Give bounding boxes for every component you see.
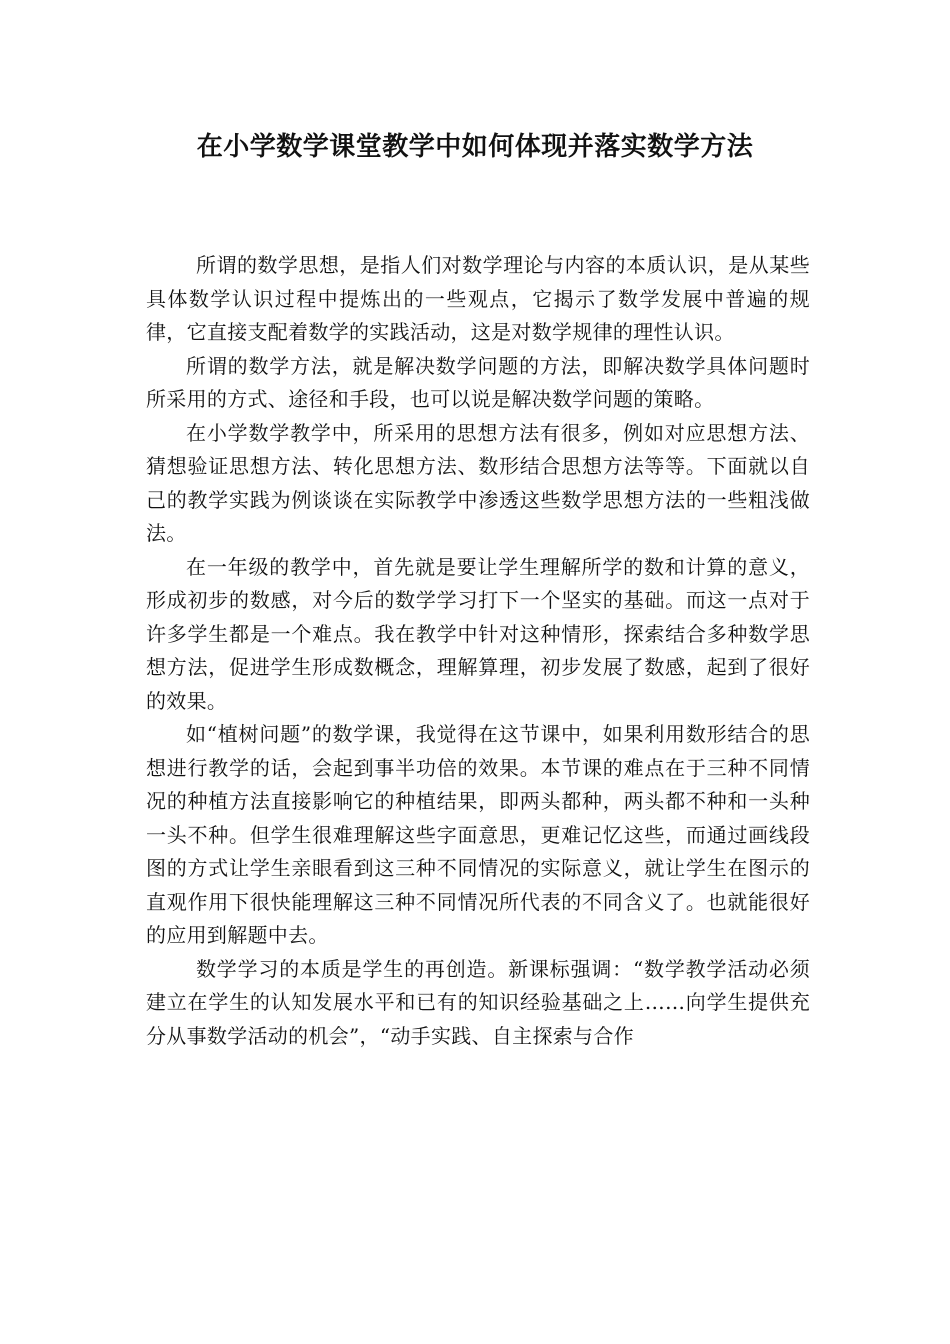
paragraph-thinking-methods-overview: 在小学数学教学中，所采用的思想方法有很多，例如对应思想方法、猜想验证思想方法、转化思想方法、数形结合思想方法等等。下面就以自己的教学实践为例谈谈在实际教学中渗透这些数学思想方法的一些粗浅做法。 [146,420,810,545]
paragraph-first-grade-teaching: 在一年级的教学中，首先就是要让学生理解所学的数和计算的意义，形成初步的数感，对今后的数学学习打下一个坚实的基础。而这一点对于许多学生都是一个难点。我在教学中针对这种情形，探索结合多种数学思想方法，促进学生形成数概念，理解算理，初步发展了数感，起到了很好的效果。 [146,554,810,713]
document-body [146,249,810,1053]
paragraph-tree-planting-example: 如“植树问题”的数学课，我觉得在这节课中，如果利用数形结合的思想进行教学的话，会起到事半功倍的效果。本节课的难点在于三种不同情况的种植方法直接影响它的种植结果，即两头都种，两头都不种和一头种一头不种。但学生很难理解这些字面意思，更难记忆这些，而通过画线段图的方式让学生亲眼看到这三种不同情况的实际意义，就让学生在图示的直观作用下很快能理解这三种不同情况所代表的不同含义了。也就能很好的应用到解题中去。 [146,722,810,947]
paragraph-learning-essence: 数学学习的本质是学生的再创造。新课标强调：“数学教学活动必须建立在学生的认知发展水平和已有的知识经验基础之上……向学生提供充分从事数学活动的机会”，“动手实践、自主探索与合作 [146,956,810,1048]
document-title: 在小学数学课堂教学中如何体现并落实数学方法 [196,132,754,162]
paragraph-math-thought-definition: 所谓的数学思想，是指人们对数学理论与内容的本质认识，是从某些具体数学认识过程中提炼出的一些观点，它揭示了数学发展中普遍的规律，它直接支配着数学的实践活动，这是对数学规律的理性认识。 [146,253,810,344]
paragraph-math-method-definition: 所谓的数学方法，就是解决数学问题的方法，即解决数学具体问题时所采用的方式、途径和手段，也可以说是解决数学问题的策略。 [146,353,810,411]
